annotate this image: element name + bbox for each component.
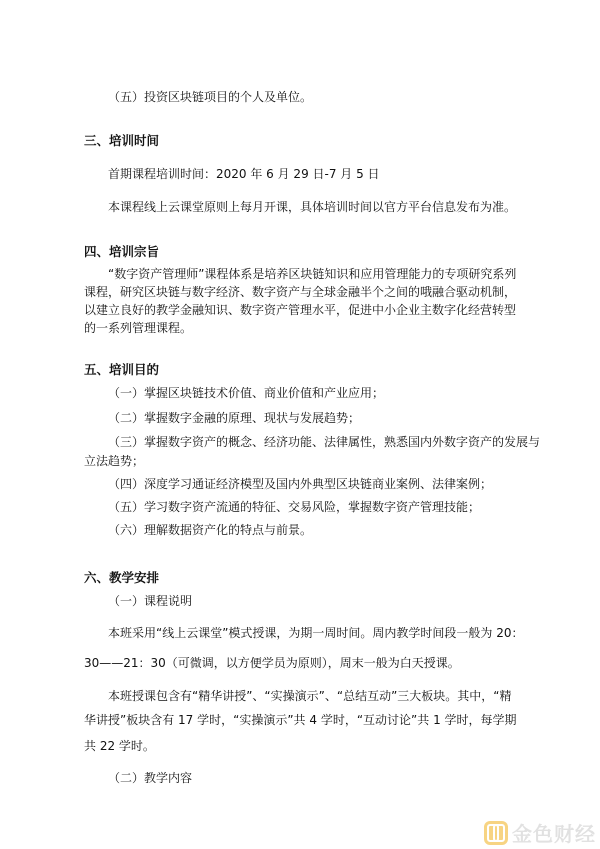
objective-item: （五）学习数字资产流通的特征、交易风险，掌握数字资产管理技能；	[108, 500, 481, 514]
section-heading-purpose: 四、培训宗旨	[84, 244, 160, 259]
section-heading-training-time: 三、培训时间	[84, 133, 160, 148]
course-format-line: 本班采用“线上云课堂”模式授课，为期一周时间。周内教学时间段一般为 20：	[108, 626, 524, 640]
objective-item: （四）深度学习通证经济模型及国内外典型区块链商业案例、法律案例；	[108, 477, 493, 491]
sec2-item-5: （五）投资区块链项目的个人及单位。	[108, 90, 313, 104]
course-modules-line: 共 22 学时。	[84, 739, 155, 753]
course-modules-line: 本班授课包含有“精华讲授”、“实操演示”、“总结互动”三大板块。其中，“精	[108, 689, 512, 703]
objective-item-continuation: 立法趋势；	[84, 454, 145, 468]
objective-item: （六）理解数据资产化的特点与前景。	[108, 523, 313, 537]
objective-item: （三）掌握数字资产的概念、经济功能、法律属性，熟悉国内外数字资产的发展与	[108, 435, 541, 449]
brand-logo-icon	[484, 821, 508, 845]
watermark	[484, 818, 596, 847]
watermark-text: 金色财经	[512, 822, 596, 846]
subheading-teaching-content: （二）教学内容	[108, 771, 193, 785]
section-heading-teaching-arrangement: 六、教学安排	[84, 570, 160, 585]
course-format-line: 30——21：30（可微调，以方便学员为原则），周末一般为白天授课。	[84, 656, 460, 670]
purpose-paragraph: “数字资产管理师”课程体系是培养区块链知识和应用管理能力的专项研究系列课程，研究区块链与数字经济、数字资产与全球金融半个之间的哦融合驱动机制，以建立良好的教学金融知识、数字资产管理水平，促进中小企业主数字化经营转型的一系列管理课程。	[84, 267, 517, 335]
objective-item: （一）掌握区块链技术价值、商业价值和产业应用；	[108, 386, 385, 400]
course-modules-line: 华讲授”板块含有 17 学时，“实操演示”共 4 学时，“互动讨论”共 1 学时，每学期	[84, 713, 517, 727]
subheading-course-description: （一）课程说明	[108, 594, 193, 608]
training-time-line: 首期课程培训时间：2020 年 6 月 29 日-7 月 5 日	[108, 167, 380, 181]
training-schedule-note: 本课程线上云课堂原则上每月开课，具体培训时间以官方平台信息发布为准。	[108, 200, 517, 214]
objective-item: （二）掌握数字金融的原理、现状与发展趋势；	[108, 411, 361, 425]
section-heading-objectives: 五、培训目的	[84, 362, 160, 377]
